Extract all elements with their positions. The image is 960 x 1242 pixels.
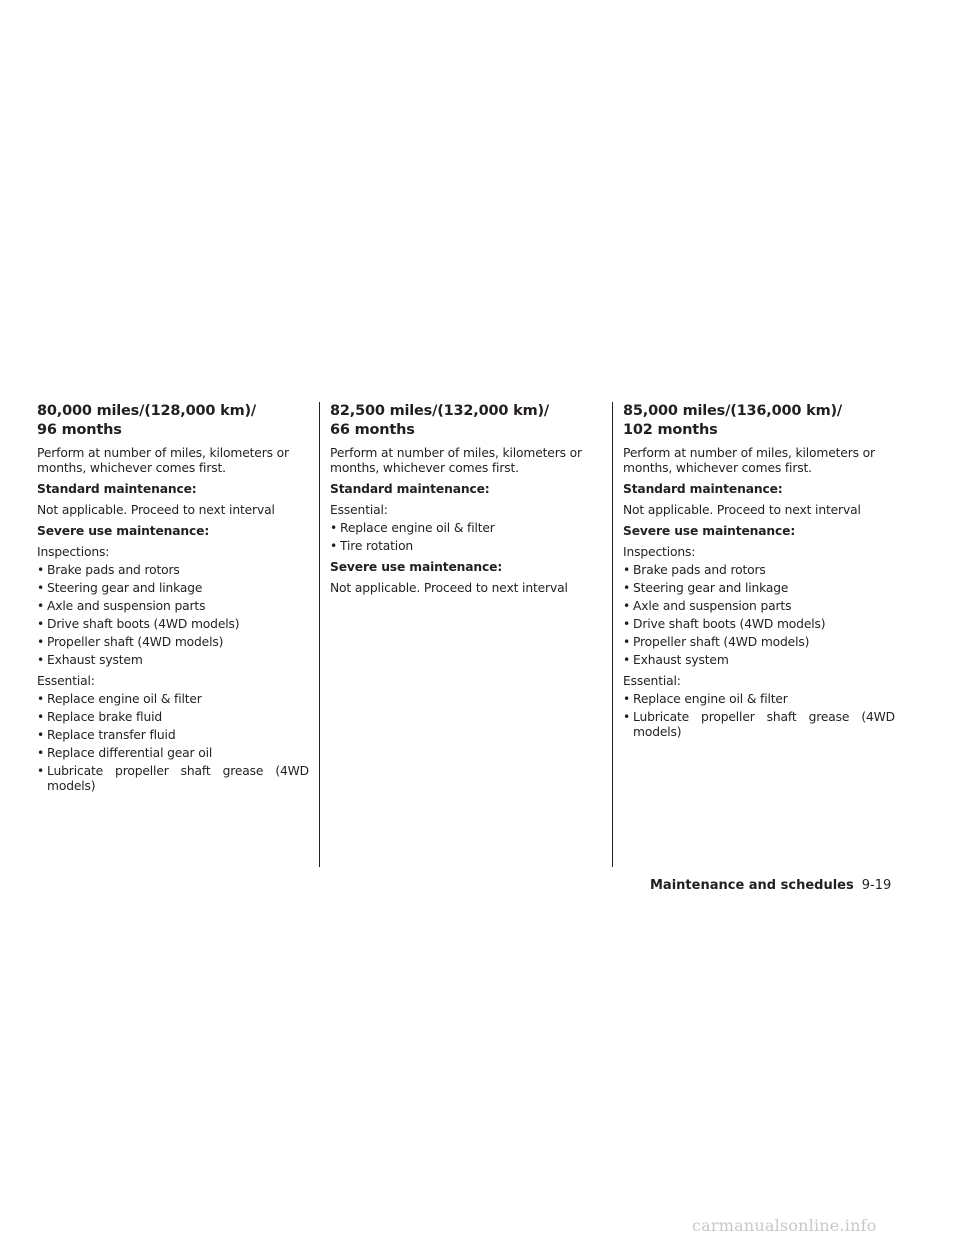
- standard-heading: Standard maintenance:: [330, 482, 490, 496]
- column-divider: [612, 402, 613, 867]
- essential-list: [37, 692, 309, 794]
- standard-heading: Standard maintenance:: [623, 482, 783, 496]
- bullet-icon: •: [623, 635, 631, 649]
- list-item: • Axle and suspension parts: [37, 599, 206, 613]
- inspections-list: [623, 563, 895, 668]
- essential-list: [330, 521, 602, 554]
- essential-label: Essential:: [623, 674, 681, 688]
- severe-text: Not applicable. Proceed to next interval: [330, 581, 568, 595]
- page-number: 9-19: [861, 878, 892, 893]
- bullet-icon: •: [37, 635, 45, 649]
- page-footer: [650, 877, 900, 895]
- interval-title-line1: 85,000 miles/(136,000 km)/: [623, 403, 843, 419]
- interval-intro: Perform at number of miles, kilometers or months, whichever comes first.: [623, 446, 875, 475]
- list-item: • Brake pads and rotors: [37, 563, 180, 577]
- bullet-icon: •: [37, 710, 45, 724]
- interval-intro: Perform at number of miles, kilometers or months, whichever comes first.: [37, 446, 289, 475]
- bullet-icon: •: [37, 728, 45, 742]
- interval-title-line1: 80,000 miles/(128,000 km)/: [37, 403, 257, 419]
- list-item: • Axle and suspension parts: [623, 599, 792, 613]
- bullet-icon: •: [623, 653, 631, 667]
- bullet-icon: •: [623, 581, 631, 595]
- interval-title-line2: 66 months: [330, 422, 415, 438]
- footer-section-title: Maintenance and schedules: [650, 878, 854, 893]
- standard-heading: Standard maintenance:: [37, 482, 197, 496]
- list-item: • Replace engine oil & filter: [623, 692, 788, 706]
- bullet-icon: •: [623, 563, 631, 577]
- list-item: • Lubricate propeller shaft grease (4WD models): [623, 710, 895, 739]
- standard-text: Not applicable. Proceed to next interval: [37, 503, 275, 517]
- interval-title-line2: 96 months: [37, 422, 122, 438]
- interval-title-line2: 102 months: [623, 422, 718, 438]
- bullet-icon: •: [37, 692, 45, 706]
- bullet-icon: •: [37, 617, 45, 631]
- bullet-icon: •: [623, 710, 631, 724]
- list-item: • Propeller shaft (4WD models): [37, 635, 224, 649]
- bullet-icon: •: [330, 539, 338, 553]
- essential-list: [623, 692, 895, 740]
- bullet-icon: •: [623, 617, 631, 631]
- list-item: • Tire rotation: [330, 539, 414, 553]
- interval-title: [37, 402, 309, 440]
- list-item: • Drive shaft boots (4WD models): [37, 617, 240, 631]
- bullet-icon: •: [37, 653, 45, 667]
- inspections-label: Inspections:: [37, 545, 110, 559]
- bullet-icon: •: [623, 599, 631, 613]
- list-item: • Replace engine oil & filter: [37, 692, 202, 706]
- bullet-icon: •: [37, 746, 45, 760]
- interval-column-85000: [623, 402, 895, 746]
- severe-heading: Severe use maintenance:: [330, 560, 503, 574]
- list-item: • Exhaust system: [623, 653, 729, 667]
- column-divider: [319, 402, 320, 867]
- essential-label: Essential:: [330, 503, 388, 517]
- list-item: • Steering gear and linkage: [37, 581, 203, 595]
- essential-label: Essential:: [37, 674, 95, 688]
- inspections-label: Inspections:: [623, 545, 696, 559]
- list-item: • Replace transfer fluid: [37, 728, 176, 742]
- list-item: • Drive shaft boots (4WD models): [623, 617, 826, 631]
- bullet-icon: •: [37, 599, 45, 613]
- interval-title-line1: 82,500 miles/(132,000 km)/: [330, 403, 550, 419]
- interval-title: [330, 402, 602, 440]
- standard-text: Not applicable. Proceed to next interval: [623, 503, 861, 517]
- interval-intro: Perform at number of miles, kilometers or months, whichever comes first.: [330, 446, 582, 475]
- list-item: • Propeller shaft (4WD models): [623, 635, 810, 649]
- bullet-icon: •: [623, 692, 631, 706]
- list-item: • Lubricate propeller shaft grease (4WD models): [37, 764, 309, 793]
- interval-column-80000: [37, 402, 309, 800]
- severe-heading: Severe use maintenance:: [37, 524, 210, 538]
- bullet-icon: •: [37, 563, 45, 577]
- inspections-list: [37, 563, 309, 668]
- watermark: carmanualsonline.info: [692, 1216, 877, 1235]
- interval-title: [623, 402, 895, 440]
- severe-heading: Severe use maintenance:: [623, 524, 796, 538]
- list-item: • Replace brake fluid: [37, 710, 163, 724]
- interval-column-82500: [330, 402, 602, 602]
- bullet-icon: •: [37, 581, 45, 595]
- list-item: • Replace differential gear oil: [37, 746, 213, 760]
- bullet-icon: •: [330, 521, 338, 535]
- bullet-icon: •: [37, 764, 45, 778]
- list-item: • Exhaust system: [37, 653, 143, 667]
- list-item: • Steering gear and linkage: [623, 581, 789, 595]
- list-item: • Brake pads and rotors: [623, 563, 766, 577]
- list-item: • Replace engine oil & filter: [330, 521, 495, 535]
